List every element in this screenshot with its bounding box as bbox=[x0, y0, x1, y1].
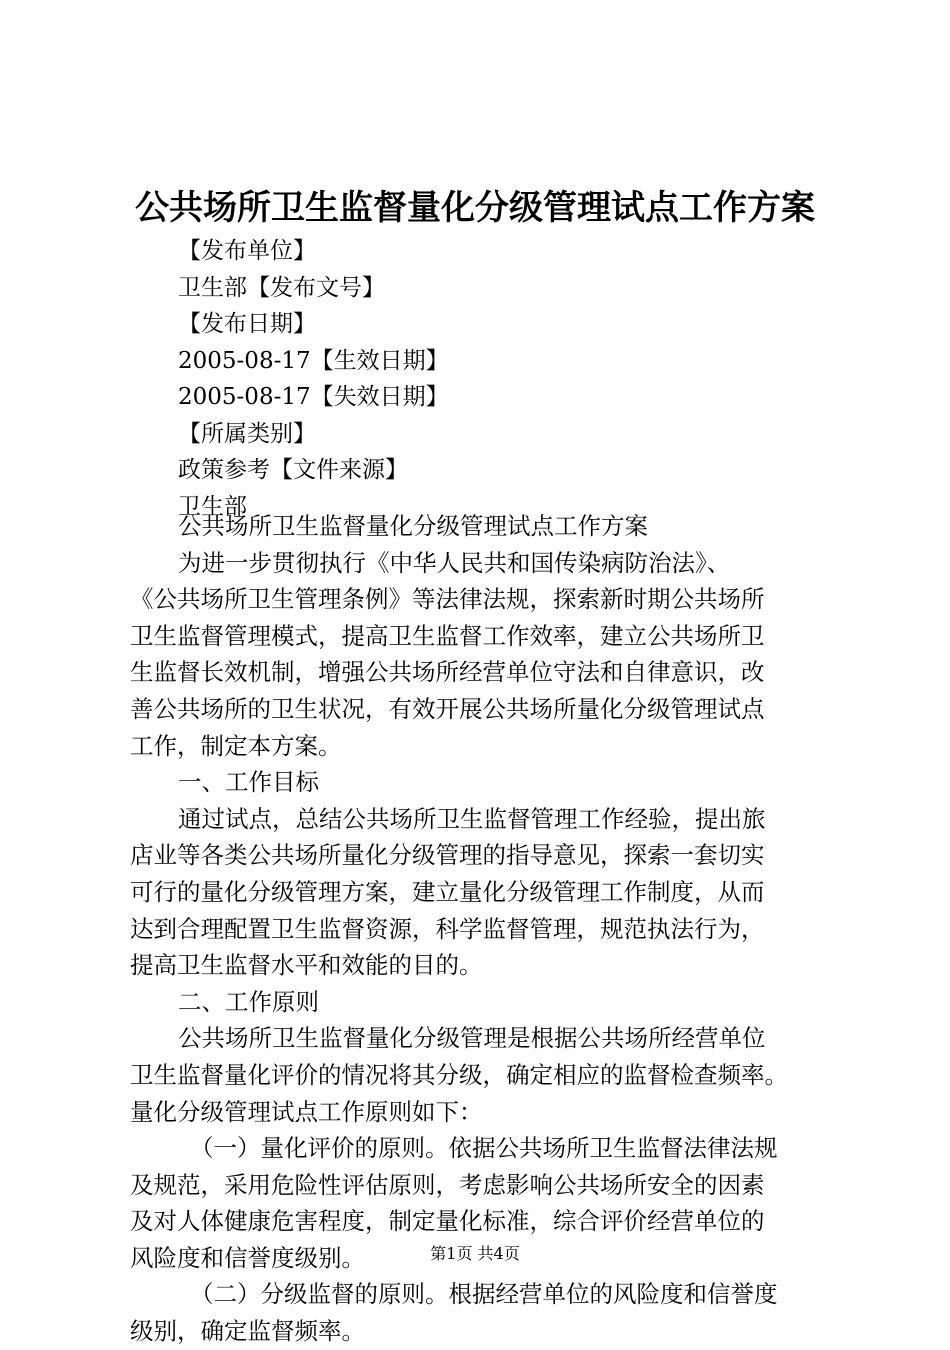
meta-line-effective-date: 2005-08-17【失效日期】 bbox=[178, 384, 449, 410]
body-line: 公共场所卫生监督量化分级管理是根据公共场所经营单位 bbox=[178, 1024, 766, 1053]
body-line: 及对人体健康危害程度，制定量化标准，综合评价经营单位的 bbox=[130, 1207, 765, 1236]
body-line: 为进一步贯彻执行《中华人民共和国传染病防治法》、 bbox=[178, 548, 731, 577]
meta-line-publisher: 卫生部【发布文号】 bbox=[178, 274, 385, 301]
page-footer: 第1页 共4页 bbox=[430, 1244, 520, 1263]
section-heading: 一、工作目标 bbox=[178, 768, 319, 797]
body-line: 卫生监督量化评价的情况将其分级，确定相应的监督检查频率。 bbox=[130, 1060, 788, 1089]
body-line: 提高卫生监督水平和效能的目的。 bbox=[130, 951, 483, 980]
document-title: 公共场所卫生监督量化分级管理试点工作方案 bbox=[135, 188, 815, 228]
document-meta bbox=[178, 233, 449, 525]
meta-line-category: 政策参考【文件来源】 bbox=[178, 457, 408, 483]
meta-line-source: 卫生部 bbox=[178, 493, 247, 520]
body-line: 善公共场所的卫生状况，有效开展公共场所量化分级管理试点 bbox=[130, 694, 765, 723]
body-line: 可行的量化分级管理方案，建立量化分级管理工作制度，从而 bbox=[130, 877, 765, 906]
body-line: 卫生监督管理模式，提高卫生监督工作效率，建立公共场所卫 bbox=[130, 621, 765, 650]
body-line: 及规范，采用危险性评估原则，考虑影响公共场所安全的因素 bbox=[130, 1170, 765, 1199]
body-line: 达到合理配置卫生监督资源，科学监督管理，规范执法行为， bbox=[130, 914, 765, 943]
body-line: 通过试点，总结公共场所卫生监督管理工作经验，提出旅 bbox=[178, 804, 766, 833]
meta-line-publisher-label: 【发布单位】 bbox=[178, 238, 316, 264]
body-line: （二）分级监督的原则。根据经营单位的风险度和信誉度 bbox=[190, 1280, 778, 1309]
body-line: 风险度和信誉度级别。 bbox=[130, 1243, 365, 1272]
body-line: 量化分级管理试点工作原则如下： bbox=[130, 1097, 483, 1126]
body-line: 生监督长效机制，增强公共场所经营单位守法和自律意识，改 bbox=[130, 658, 765, 687]
section-heading: 二、工作原则 bbox=[178, 987, 319, 1016]
body-line: （一）量化评价的原则。依据公共场所卫生监督法律法规 bbox=[190, 1134, 778, 1163]
body-line: 工作，制定本方案。 bbox=[130, 731, 342, 760]
body-subtitle: 公共场所卫生监督量化分级管理试点工作方案 bbox=[178, 512, 648, 540]
body-line: 级别，确定监督频率。 bbox=[130, 1317, 365, 1346]
meta-line-publish-date: 2005-08-17【生效日期】 bbox=[178, 347, 449, 374]
body-line: 店业等各类公共场所量化分级管理的指导意见，探索一套切实 bbox=[130, 841, 765, 870]
meta-line-publish-date-label: 【发布日期】 bbox=[178, 311, 316, 337]
document-body bbox=[130, 508, 850, 1350]
body-line: 《公共场所卫生管理条例》等法律法规，探索新时期公共场所 bbox=[130, 585, 765, 614]
meta-line-category-label: 【所属类别】 bbox=[178, 420, 316, 447]
